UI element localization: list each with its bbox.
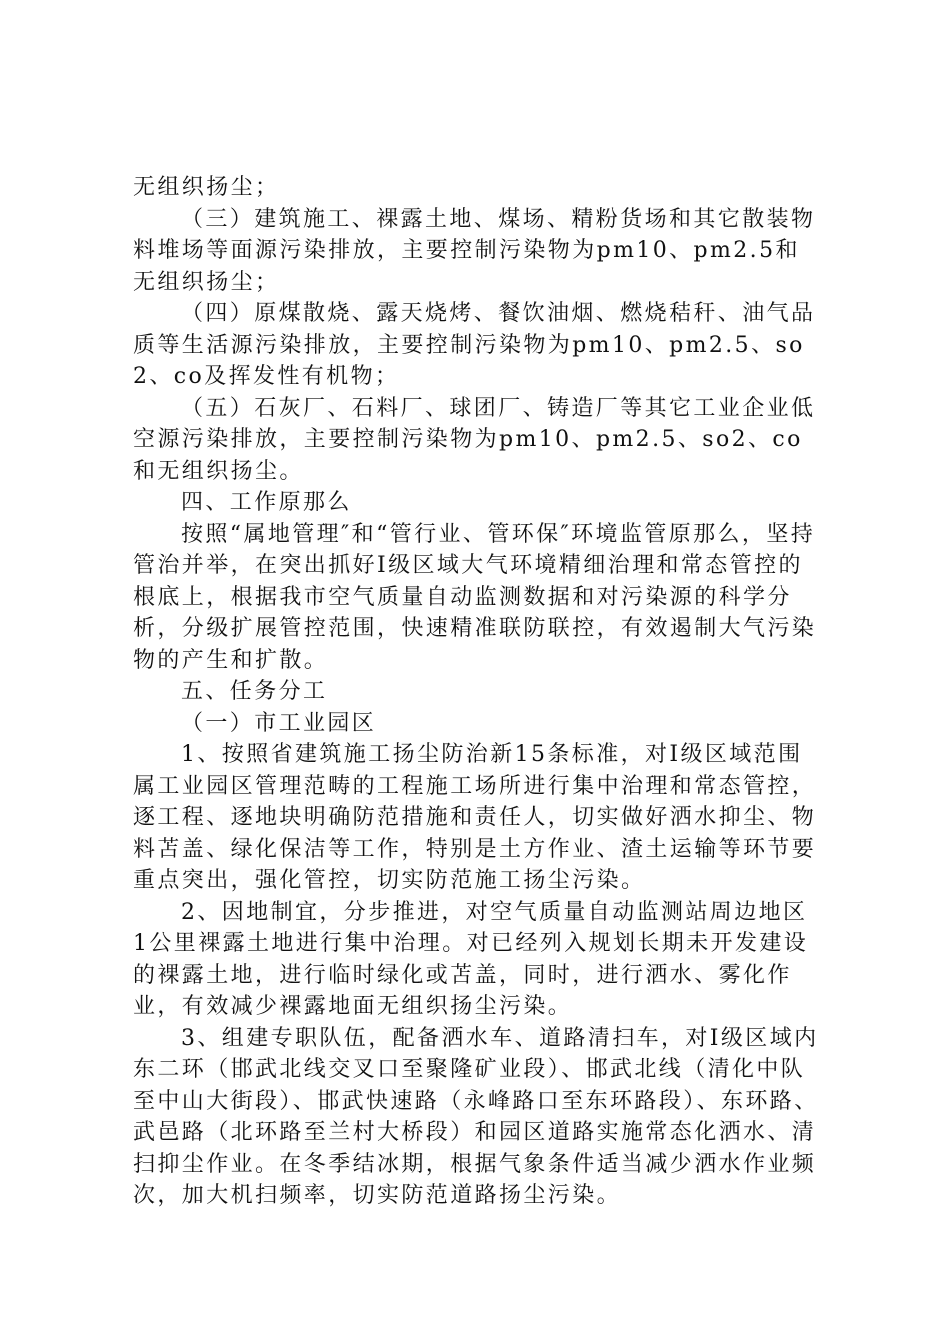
task-item-3: 3、组建专职队伍，配备洒水车、道路清扫车，对Ⅰ级区域内东二环（邯武北线交叉口至聚隆矿业段）、邯武北线（清化中队至中山大街段）、邯武快速路（永峰路口至东环路段）、东环路、武邑路（北环路至兰村大桥段）和园区道路实施常态化洒水、清扫抑尘作业。在冬季结冰期，根据气象条件适当减少洒水作业频次，加大机扫频率，切实防范道路扬尘污染。 [133,1025,819,1208]
document-body [133,172,823,1212]
section-heading-principles: 四、工作原那么 [181,490,352,515]
task-item-2: 2、因地制宜，分步推进，对空气质量自动监测站周边地区1公里裸露土地进行集中治理。对已经列入规划长期未开发建设的裸露土地，进行临时绿化或苫盖，同时，进行洒水、雾化作业，有效减少裸露地面无组织扬尘污染。 [133,899,809,1019]
paragraph-1: 无组织扬尘； [133,175,280,200]
section-heading-tasks: 五、任务分工 [181,679,328,704]
subsection-heading-industrial-park: （一）市工业园区 [181,710,377,736]
paragraph-2: （三）建筑施工、裸露土地、煤场、精粉货场和其它散装物料堆场等面源污染排放，主要控制污染物为pm10、pm2.5和无组织扬尘； [133,206,816,295]
task-item-1: 1、按照省建筑施工扬尘防治新15条标准，对Ⅰ级区域范围属工业园区管理范畴的工程施工场所进行集中治理和常态管控，逐工程、逐地块明确防范措施和责任人，切实做好洒水抑尘、物料苫盖、绿化保洁等工作，特别是土方作业、渣土运输等环节要重点突出，强化管控，切实防范施工扬尘污染。 [133,742,817,893]
paragraph-3: （四）原煤散烧、露天烧烤、餐饮油烟、燃烧秸秆、油气品质等生活源污染排放，主要控制污染物为pm10、pm2.5、so2、co及挥发性有机物； [133,301,816,389]
paragraph-4: （五）石灰厂、石料厂、球团厂、铸造厂等其它工业企业低空源污染排放，主要控制污染物为pm10、pm2.5、so2、co和无组织扬尘。 [133,395,816,484]
paragraph-principles: 按照“属地管理″和“管行业、管环保″环境监管原那么，坚持管治并举，在突出抓好Ⅰ级区域大气环境精细治理和常态管控的根底上，根据我市空气质量自动监测数据和对污染源的科学分析，分级扩展管控范围，快速精准联防联控，有效遏制大气污染物的产生和扩散。 [133,521,817,673]
